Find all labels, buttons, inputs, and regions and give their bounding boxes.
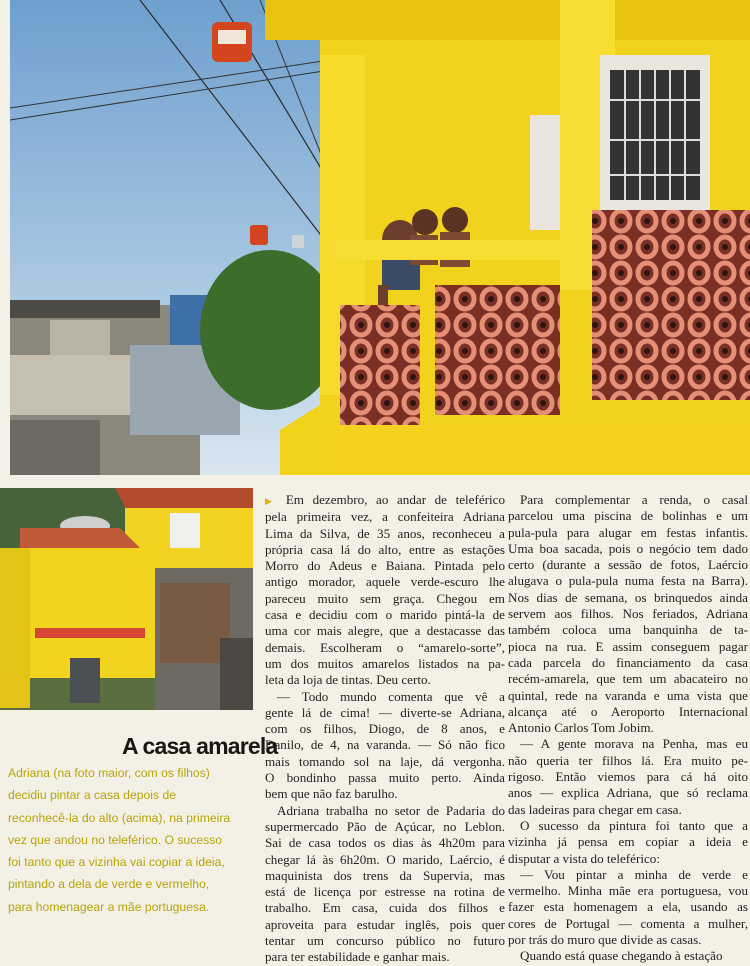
text-line: própria casa lá do alto, entre as estações [265,541,505,557]
text-line: certo (durante a sessão de fotos, Laércio [508,557,748,573]
text-line: alugava o pula-pula numa festa na Barra). [508,573,748,589]
caption-line: foi tanto que a vizinha vai copiar a ideia, [8,855,225,870]
text-line: — Todo mundo comenta que vê a [277,688,505,704]
text-line: O sucesso da pintura foi tanto que a [520,817,748,833]
text-line: Adriana trabalha no setor de Padaria do [277,802,505,818]
text-line: quintal, rede na varanda e uma vista que [508,687,748,703]
photo-credit [0,30,10,90]
article-title: A casa amarela [122,733,278,759]
text-line: pioca na rua. E assim conseguem pagar [508,638,748,654]
text-line: Danilo, de 4, na varanda. — Só não fico [265,737,505,753]
caption-line: Adriana (na foto maior, com os filhos) [8,766,210,780]
text-line: Lima da Silva, de 35 anos, reconheceu a [265,525,505,541]
text-line: chegar lá às 6h20m. O marido, Laércio, é [265,851,505,867]
text-line: trabalho. Em casa, cuida dos filhos e [265,900,505,916]
text-line: pula-pula para alugar em festas infantis. [508,524,748,540]
text-line: pela primeira vez, a confeiteira Adriana [265,509,505,525]
text-line: demais. Escolheram o “amarelo-sorte”, [265,639,505,655]
text-line: para ter estabilidade e ganhar mais. [265,949,450,965]
text-line: cores de Portugal — comenta a mulher, [508,915,748,931]
caption-line: pintando a dela de verde e vermelho, [8,877,210,892]
text-line: O bondinho passa muito perto. Ainda [265,770,505,786]
aerial-photo [0,488,253,710]
text-line: Quando está quase chegando à estação [520,948,723,964]
text-line: Uma boa sacada, pois o negócio tem dado [508,540,748,556]
text-line: ▶ Em dezembro, ao andar de teleférico [265,492,505,507]
section-marker-icon: ▶ [265,496,278,506]
text-line: anos — explica Adriana, que só reclama [508,785,748,801]
text-line: Para complementar a renda, o casal [520,492,748,507]
text-line: está de licença por estresse na rotina de [265,884,505,900]
text-line: antigo morador, aquele verde-escuro lhe [265,574,505,590]
text-line: com os filhos, Diogo, de 8 anos, e [265,721,505,737]
text-line: gente lá de cima! — diverte-se Adriana, [265,704,505,720]
text-line: tentar um concurso público no futuro [265,933,505,949]
text-line: Nos dias de semana, os brinquedos ainda [508,589,748,605]
text-line: cada parcela do financiamento da casa [508,654,748,670]
text-line: aproveita para estudar inglês, pois quer [265,916,505,932]
text-line: fazer esta homenagem a ela, usando as [508,899,748,915]
text-line: mais tomando sol na laje, dá vergonha. [265,753,505,769]
caption-line: reconhecê-la do alto (acima), na primeira [8,810,231,825]
text-line: supermercado Pão de Açúcar, no Leblon. [265,818,505,834]
text-line: disputar a vista do teleférico: [508,850,660,866]
text-line: bem que não faz barulho. [265,786,398,802]
text-line: pareceu muito sem graça. Chegou em [265,590,505,606]
text-line: Sai de casa todos os dias às 4h20m para [265,835,505,851]
text-line: uma cor mais alegre, que a destacasse das [265,623,505,639]
text-line: também coloca uma banquinha de ta- [508,622,748,638]
text-line: das ladeiras para chegar em casa. [508,801,682,817]
text-line: rigoso. Então viemos para cá há oito [508,769,748,785]
text-line: Morro do Adeus e Baiana. Pintada pelo [265,558,505,574]
text-line: servem aos filhos. Nos feriados, Adriana [508,606,748,622]
text-line: vermelho. Minha mãe era portuguesa, vou [508,883,748,899]
text-line: maquinista dos trens da Supervia, mas [265,867,505,883]
article-column-1 [265,492,505,966]
text-line: recém-amarela, que tem um abacateiro no [508,671,748,687]
text-line: alcança até o Aeroporto Internacional [508,703,748,719]
text-line: um dos muitos amarelos listados na pa- [265,655,505,671]
text-line: casa e decidiu com o marido pintá-la de [265,607,505,623]
text-line: — A gente morava na Penha, mas eu [520,736,748,752]
text-line: Antonio Carlos Tom Jobim. [508,720,654,736]
text-line: leta da loja de tintas. Deu certo. [265,672,431,688]
photo-caption [8,762,253,918]
text-line: — Vou pintar a minha de verde e [520,866,748,882]
caption-line: para homenagear a mãe portuguesa. [8,899,210,914]
caption-line: vez que andou no teleférico. O sucesso [8,832,223,847]
text-line: não queria ter filhos lá. Era muito pe- [508,752,748,768]
article-column-2 [508,492,748,965]
hero-photo [10,0,750,475]
text-line: por trás do muro que divide as casas. [508,932,702,948]
text-line: vizinha já pensa em copiar a ideia e [508,834,748,850]
text-line: parcelou uma piscina de bolinhas e um [508,508,748,524]
caption-line: decidiu pintar a casa depois de [8,788,177,803]
